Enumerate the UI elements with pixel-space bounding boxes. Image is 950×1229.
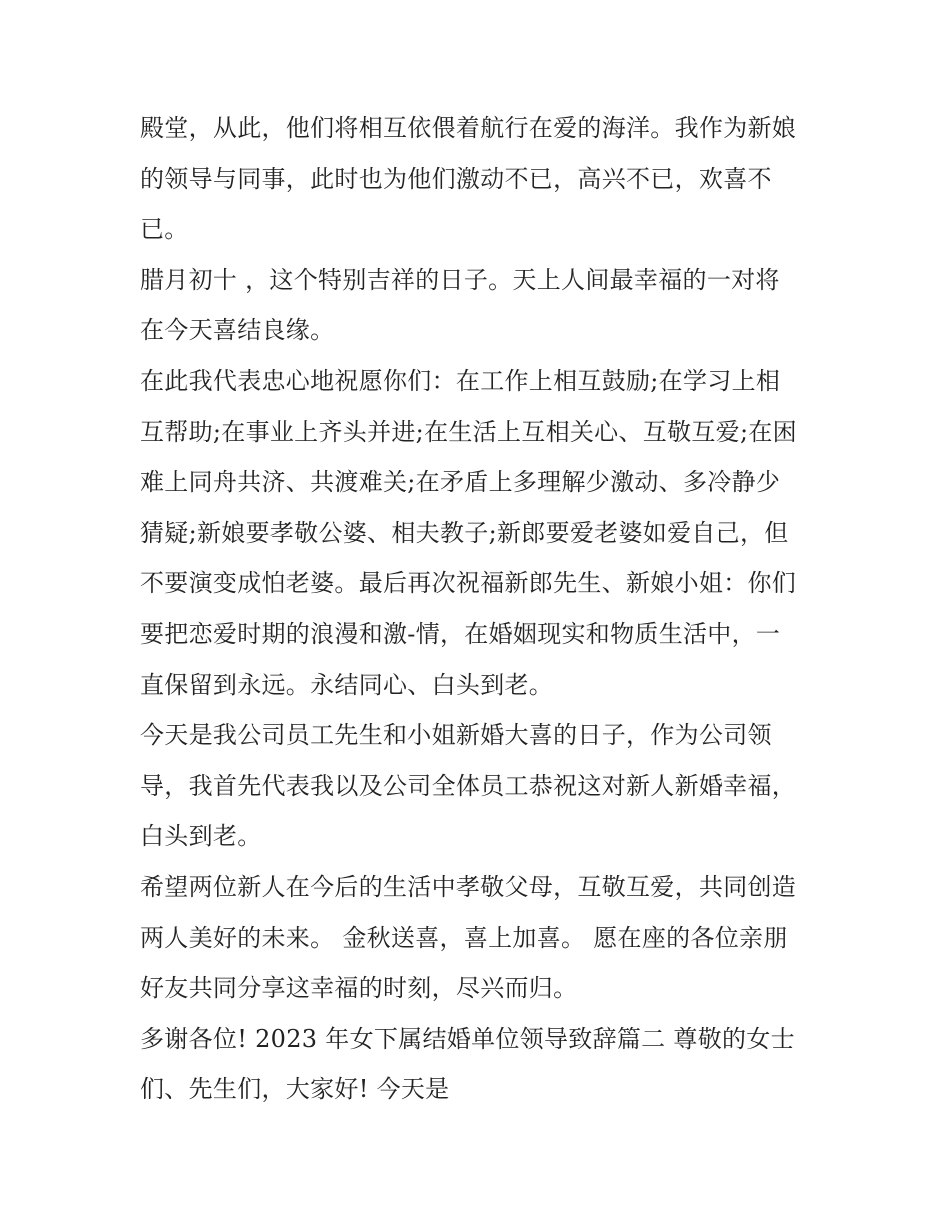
- text-line: 的领导与同事，此时也为他们激动不已，高兴不已，欢喜不: [140, 164, 772, 193]
- text-line: 要把恋爱时期的浪漫和激-情，在婚姻现实和物质生活中，一: [140, 619, 781, 648]
- text-line: 殿堂，从此，他们将相互依偎着航行在爱的海洋。我作为新娘: [140, 114, 797, 142]
- paragraph-1: [140, 103, 820, 255]
- paragraph-5: [140, 862, 820, 1014]
- text-line: 在今天喜结良缘。: [140, 316, 335, 345]
- paragraph-2: [140, 255, 820, 356]
- text-line: 两人美好的未来。 金秋送喜，喜上加喜。 愿在座的各位亲朋: [140, 923, 788, 952]
- document-body: [140, 103, 820, 1115]
- text-line: 多谢各位! 2023 年女下属结婚单位领导致辞篇二 尊敬的女士: [140, 1024, 795, 1053]
- paragraph-3: [140, 356, 820, 710]
- text-line: 直保留到永远。永结同心、白头到老。: [140, 670, 554, 699]
- text-line: 腊月初十 ，这个特别吉祥的日子。天上人间最幸福的一对将: [140, 265, 780, 294]
- text-line: 们、先生们，大家好! 今天是: [140, 1075, 450, 1104]
- text-line: 导，我首先代表我以及公司全体员工恭祝这对新人新婚幸福，: [140, 771, 797, 800]
- text-line: 好友共同分享这幸福的时刻，尽兴而归。: [140, 974, 578, 1003]
- text-line: 在此我代表忠心地祝愿你们：在工作上相互鼓励;在学习上相: [140, 366, 781, 395]
- paragraph-6: [140, 1014, 820, 1115]
- paragraph-4: [140, 710, 820, 862]
- text-line: 白头到老。: [140, 822, 262, 851]
- text-line: 难上同舟共济、共渡难关;在矛盾上多理解少激动、多冷静少: [140, 468, 781, 497]
- text-line: 不要演变成怕老婆。最后再次祝福新郎先生、新娘小姐：你们: [140, 569, 797, 598]
- text-line: 已。: [140, 215, 189, 244]
- text-line: 今天是我公司员工先生和小姐新婚大喜的日子，作为公司领: [140, 721, 772, 750]
- text-line: 猜疑;新娘要孝敬公婆、相夫教子;新郎要爱老婆如爱自己，但: [140, 518, 789, 547]
- text-line: 希望两位新人在今后的生活中孝敬父母，互敬互爱，共同创造: [140, 872, 797, 901]
- text-line: 互帮助;在事业上齐头并进;在生活上互相关心、互敬互爱;在困: [140, 417, 797, 446]
